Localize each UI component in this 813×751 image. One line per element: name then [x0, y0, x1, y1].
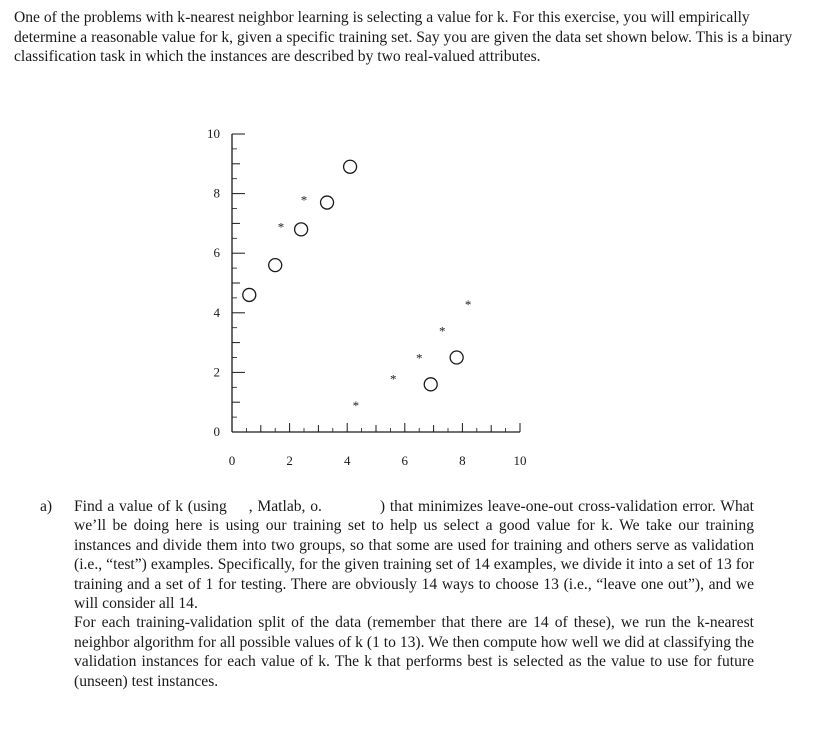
question-a-text-mid: , Matlab, o. — [248, 498, 322, 515]
circle-point — [344, 160, 357, 173]
question-a-label: a) — [40, 498, 53, 515]
x-tick-label: 6 — [401, 453, 409, 468]
star-point: * — [415, 350, 423, 366]
intro-paragraph: One of the problems with k-nearest neighbor learning is selecting a value for k. For this exercise, you will empirically determine a reasonable value for k, given a specific training set. Say you are given the data set shown below. This is a binary classification task in which the instances are described by two real-valued attributes. — [14, 9, 793, 66]
circle-point — [243, 288, 256, 301]
x-tick-label: 10 — [513, 453, 527, 468]
star-point: * — [352, 398, 360, 414]
circle-point — [450, 351, 463, 364]
circle-point — [295, 223, 308, 236]
question-a-paragraph-2: For each training-validation split of the data (remember that there are 14 of these), we run the k-nearest neighbor algorithm for all possible values of k (1 to 13). We then compute how well we did at classifying the validation instances for each value of k. The k that performs best is selected as the value to use for future (unseen) test instances. — [74, 614, 754, 690]
star-point: * — [300, 192, 308, 208]
question-a-text-start: Find a value of k (using — [74, 498, 227, 515]
y-tick-label: 6 — [213, 245, 220, 261]
star-point: * — [464, 296, 472, 312]
circle-point — [269, 259, 282, 272]
y-tick-label: 0 — [213, 424, 220, 439]
star-point: * — [438, 323, 446, 339]
star-point: * — [277, 219, 285, 235]
y-tick-label: 4 — [213, 304, 220, 320]
plot-axes — [232, 134, 520, 432]
x-tick-label: 4 — [343, 453, 351, 468]
y-tick-label: 2 — [213, 364, 220, 380]
x-tick-label: 2 — [286, 453, 293, 468]
x-tick-label: 0 — [228, 453, 236, 468]
question-a-paragraph-1 — [74, 497, 754, 613]
x-tick-label: 8 — [459, 453, 466, 468]
circle-point — [424, 378, 437, 391]
y-tick-label: 8 — [213, 185, 220, 201]
y-tick-label: 10 — [207, 126, 220, 141]
circle-point — [321, 196, 334, 209]
question-a — [40, 497, 754, 691]
plot-marks — [243, 160, 472, 413]
redacted-region — [227, 501, 249, 511]
question-a-text-rest: ) that minimizes leave-one-out cross-validation error. What we’ll be doing here is using our training set to help us select a good value for k. We take our training instances and divide them into two groups, so that some are used for training and others serve as validation (i.e., “test”) examples. Specifically, for the given training set of 14 examples, we divide it into a set of 13 for training and a set of 1 for testing. There are obviously 14 ways to choose 13 (i.e., “leave one out”), and we will consider all 14. — [74, 498, 754, 613]
star-point: * — [390, 371, 397, 387]
